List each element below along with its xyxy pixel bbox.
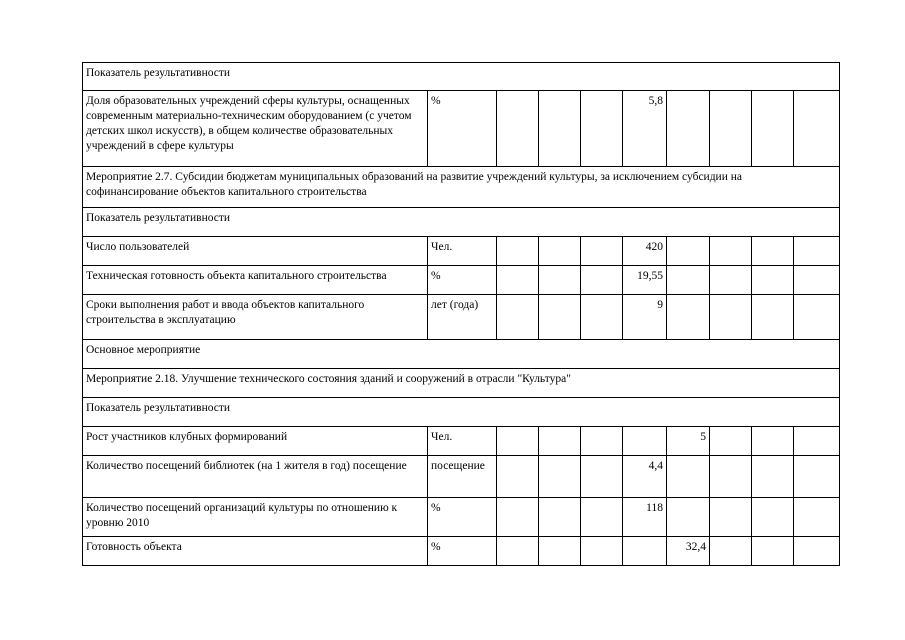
table-row <box>83 295 840 340</box>
value-cell-8 <box>794 498 840 537</box>
value-cell-5 <box>667 456 710 498</box>
unit-cell: посещение <box>428 456 497 498</box>
table-row <box>83 537 840 566</box>
value-cell-2 <box>539 266 581 295</box>
indicator-name: Количество посещений библиотек (на 1 жителя в год) посещение <box>83 456 428 498</box>
section-heading: Показатель результативности <box>83 398 840 427</box>
value-cell-1 <box>497 266 539 295</box>
value-cell-4: 420 <box>623 237 667 266</box>
value-cell-7 <box>752 456 794 498</box>
unit-cell: % <box>428 537 497 566</box>
value-cell-6 <box>710 537 752 566</box>
value-cell-7 <box>752 266 794 295</box>
table-row-heading <box>83 340 840 369</box>
value-cell-1 <box>497 295 539 340</box>
unit-cell: Чел. <box>428 237 497 266</box>
unit-cell: Чел. <box>428 427 497 456</box>
value-cell-5 <box>667 237 710 266</box>
indicator-name: Число пользователей <box>83 237 428 266</box>
value-cell-7 <box>752 427 794 456</box>
indicator-name: Доля образовательных учреждений сферы культуры, оснащенных современным материально-техническим оборудованием (с учетом детских школ искусств), в общем количестве образовательных учреждений в сфере культуры <box>83 91 428 167</box>
value-cell-1 <box>497 427 539 456</box>
value-cell-6 <box>710 91 752 167</box>
value-cell-8 <box>794 456 840 498</box>
value-cell-6 <box>710 237 752 266</box>
value-cell-5: 5 <box>667 427 710 456</box>
table-row-heading <box>83 63 840 91</box>
table-row <box>83 237 840 266</box>
value-cell-3 <box>581 537 623 566</box>
value-cell-4 <box>623 537 667 566</box>
section-heading: Показатель результативности <box>83 208 840 237</box>
unit-cell: % <box>428 266 497 295</box>
table-row <box>83 266 840 295</box>
value-cell-8 <box>794 237 840 266</box>
value-cell-3 <box>581 295 623 340</box>
indicators-table <box>82 62 840 566</box>
value-cell-4: 9 <box>623 295 667 340</box>
value-cell-7 <box>752 237 794 266</box>
value-cell-6 <box>710 295 752 340</box>
value-cell-2 <box>539 537 581 566</box>
value-cell-7 <box>752 498 794 537</box>
unit-cell: % <box>428 498 497 537</box>
value-cell-1 <box>497 456 539 498</box>
value-cell-1 <box>497 91 539 167</box>
value-cell-4 <box>623 427 667 456</box>
value-cell-7 <box>752 295 794 340</box>
value-cell-1 <box>497 537 539 566</box>
value-cell-2 <box>539 427 581 456</box>
value-cell-6 <box>710 498 752 537</box>
value-cell-3 <box>581 237 623 266</box>
value-cell-6 <box>710 266 752 295</box>
value-cell-8 <box>794 537 840 566</box>
section-heading: Мероприятие 2.18. Улучшение технического состояния зданий и сооружений в отрасли "Культура" <box>83 369 840 398</box>
unit-cell: лет (года) <box>428 295 497 340</box>
value-cell-5 <box>667 295 710 340</box>
value-cell-8 <box>794 91 840 167</box>
indicator-name: Количество посещений организаций культуры по отношению к уровню 2010 <box>83 498 428 537</box>
table-row-heading <box>83 167 840 208</box>
unit-cell: % <box>428 91 497 167</box>
indicator-name: Рост участников клубных формирований <box>83 427 428 456</box>
value-cell-8 <box>794 266 840 295</box>
value-cell-2 <box>539 498 581 537</box>
value-cell-8 <box>794 427 840 456</box>
value-cell-5 <box>667 498 710 537</box>
value-cell-3 <box>581 498 623 537</box>
value-cell-4: 19,55 <box>623 266 667 295</box>
section-heading: Показатель результативности <box>83 63 840 91</box>
table-row <box>83 456 840 498</box>
value-cell-1 <box>497 498 539 537</box>
value-cell-4: 4,4 <box>623 456 667 498</box>
value-cell-2 <box>539 456 581 498</box>
indicator-name: Готовность объекта <box>83 537 428 566</box>
indicator-name: Сроки выполнения работ и ввода объектов капитального строительства в эксплуатацию <box>83 295 428 340</box>
value-cell-6 <box>710 456 752 498</box>
table-row <box>83 91 840 167</box>
value-cell-7 <box>752 537 794 566</box>
table-row-heading <box>83 398 840 427</box>
value-cell-2 <box>539 295 581 340</box>
value-cell-7 <box>752 91 794 167</box>
value-cell-2 <box>539 237 581 266</box>
indicator-name: Техническая готовность объекта капитального строительства <box>83 266 428 295</box>
table-row <box>83 427 840 456</box>
value-cell-5: 32,4 <box>667 537 710 566</box>
value-cell-2 <box>539 91 581 167</box>
section-heading: Мероприятие 2.7. Субсидии бюджетам муниципальных образований на развитие учреждений культуры, за исключением субсидии на софинансирование объектов капитального строительства <box>83 167 840 208</box>
table-row <box>83 498 840 537</box>
value-cell-3 <box>581 266 623 295</box>
section-heading: Основное мероприятие <box>83 340 840 369</box>
value-cell-4: 5,8 <box>623 91 667 167</box>
value-cell-8 <box>794 295 840 340</box>
value-cell-4: 118 <box>623 498 667 537</box>
table-row-heading <box>83 208 840 237</box>
table-row-heading <box>83 369 840 398</box>
value-cell-5 <box>667 266 710 295</box>
value-cell-6 <box>710 427 752 456</box>
value-cell-3 <box>581 456 623 498</box>
value-cell-3 <box>581 91 623 167</box>
value-cell-5 <box>667 91 710 167</box>
value-cell-3 <box>581 427 623 456</box>
value-cell-1 <box>497 237 539 266</box>
